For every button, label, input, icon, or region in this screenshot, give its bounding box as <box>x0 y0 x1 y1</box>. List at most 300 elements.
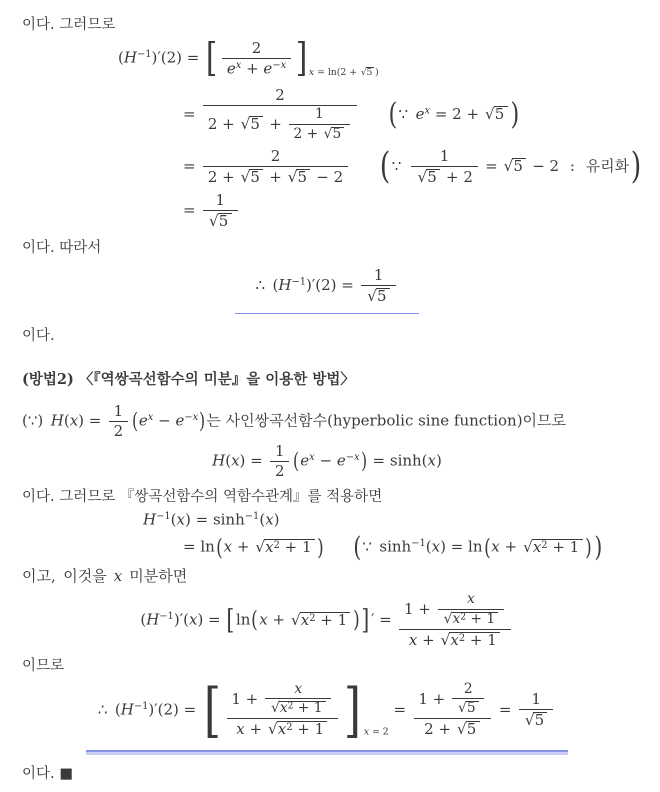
math-superscript <box>272 60 286 71</box>
math-text: 2 <box>309 612 316 624</box>
formula-step-rationalize <box>183 146 654 188</box>
math-sqrt <box>268 721 327 737</box>
math-text: 1 <box>531 689 541 708</box>
math-text: 5 <box>494 104 505 123</box>
math-text: 5 <box>332 125 342 142</box>
math-delimiter: ) <box>352 607 360 634</box>
math-text: 5 <box>513 157 523 176</box>
math-variable: x <box>176 510 185 529</box>
math-numerator <box>361 268 396 285</box>
formula-answer-method1 <box>0 268 654 314</box>
math-text: 유리화 <box>580 157 630 176</box>
math-superscript <box>245 511 260 522</box>
math-sqrt <box>525 712 548 728</box>
math-text: − <box>314 451 337 470</box>
math-text: + <box>264 168 287 187</box>
radical-sign-icon: √ <box>440 630 451 649</box>
math-text: )′(2) = <box>306 276 359 295</box>
math-sqrt <box>485 106 508 122</box>
math-sqrt <box>504 158 527 174</box>
math-delimiter: [ <box>226 605 235 637</box>
answer-underline-double <box>86 675 568 753</box>
math-text: 2 <box>113 421 124 440</box>
radicand <box>376 288 390 304</box>
math-text: −1 <box>291 276 306 288</box>
math-text: ( <box>140 610 147 629</box>
math-text: ∴ <box>255 276 265 295</box>
math-numerator <box>270 441 289 461</box>
math-variable: x <box>265 537 274 556</box>
math-variable: e <box>175 411 185 430</box>
math-text: 2 <box>458 632 466 644</box>
math-sqrt <box>444 612 499 627</box>
math-sqrt <box>291 612 350 628</box>
math-text: : <box>569 157 575 176</box>
math-delimiter: ) <box>199 408 206 433</box>
math-variable: x <box>192 412 199 424</box>
math-variable: H <box>146 610 160 629</box>
math-variable: x <box>467 591 475 608</box>
radical-sign-icon: √ <box>267 720 278 739</box>
math-delimiter: [ <box>206 35 218 81</box>
math-delimiter: ) <box>584 534 592 561</box>
radicand <box>366 67 375 77</box>
math-text: = sinh( <box>367 451 428 470</box>
math-variable: x <box>408 630 418 649</box>
radical-sign-icon: √ <box>367 287 377 306</box>
radical-sign-icon: √ <box>524 710 535 729</box>
math-text: sinh <box>379 537 412 556</box>
math-text: ( <box>118 48 124 67</box>
math-delimiter: ) <box>510 96 520 132</box>
math-text: −1 <box>133 700 149 712</box>
math-text: = <box>480 157 503 176</box>
math-fraction <box>399 593 511 648</box>
radicand <box>277 721 328 737</box>
math-text: 1 <box>275 441 285 460</box>
text-line-differentiate <box>22 569 654 584</box>
radicand <box>466 721 480 737</box>
math-sqrt <box>458 701 479 716</box>
math-variable: x <box>188 610 198 629</box>
math-variable: e <box>138 411 148 430</box>
math-numerator <box>452 680 484 699</box>
radical-sign-icon: √ <box>323 125 333 142</box>
formula-answer-method2 <box>0 675 654 753</box>
math-fraction <box>289 105 350 142</box>
math-variable: x <box>363 726 370 738</box>
math-denominator <box>361 285 396 304</box>
math-text: ) <box>436 451 442 470</box>
math-superscript <box>156 511 171 522</box>
math-text: −1 <box>411 538 426 550</box>
formula-inverse-sinh <box>143 512 654 527</box>
math-numerator <box>438 593 504 609</box>
radicand <box>296 169 310 185</box>
math-numerator <box>399 593 511 629</box>
math-variable: x <box>231 451 240 470</box>
math-text: + <box>499 537 522 556</box>
math-text: 5 <box>366 67 373 79</box>
math-text: ∵ <box>362 537 372 556</box>
math-text: 1 <box>215 191 226 210</box>
math-numerator <box>265 680 331 699</box>
math-text: = ln <box>183 537 215 556</box>
math-text: + 1 <box>466 611 496 628</box>
math-variable: H <box>143 510 157 529</box>
math-text: + <box>232 537 255 556</box>
math-denominator <box>265 698 331 716</box>
math-variable: x <box>353 452 360 464</box>
math-denominator <box>289 124 350 142</box>
math-delimiter: ) <box>317 534 324 561</box>
math-denominator <box>519 709 554 728</box>
radicand <box>249 116 263 132</box>
math-delimiter: ( <box>293 448 300 473</box>
radical-sign-icon: √ <box>270 700 280 717</box>
math-text: 5 <box>466 700 476 717</box>
math-variable: H <box>123 48 137 67</box>
math-text: 2 + <box>207 114 240 133</box>
math-text: 2 <box>287 701 294 712</box>
math-sqrt <box>361 67 375 77</box>
math-text: ) = <box>197 610 226 629</box>
radical-sign-icon: √ <box>290 610 301 629</box>
math-text: 2 <box>251 38 262 57</box>
math-denominator <box>438 609 504 627</box>
formula-derivative-general <box>0 593 654 648</box>
math-text: ( <box>114 699 121 718</box>
math-denominator <box>203 210 238 229</box>
math-text: 5 <box>250 114 260 133</box>
math-text: + <box>417 630 440 649</box>
radical-sign-icon: √ <box>523 537 533 556</box>
radical-sign-icon: √ <box>287 168 298 187</box>
math-variable: x <box>113 567 123 586</box>
math-numerator <box>411 149 477 166</box>
math-text: = <box>183 104 201 123</box>
math-text: + 1 <box>293 700 323 717</box>
radical-sign-icon: √ <box>360 67 367 79</box>
math-text: 5 <box>250 168 260 187</box>
text-line-apply-inverse-relation: 이다. 그러므로 『쌍곡선함수의 역함수관계』를 적용하면 <box>22 488 383 505</box>
math-variable: H <box>120 699 134 718</box>
math-text: 2 + <box>424 720 456 739</box>
math-variable: x <box>69 411 79 430</box>
math-sqrt <box>255 539 314 555</box>
formula-step-result <box>183 193 654 229</box>
math-text: − 2 <box>527 157 564 176</box>
math-numerator <box>289 105 350 124</box>
math-denominator <box>227 718 339 737</box>
math-sqrt <box>324 127 345 142</box>
math-text: + 1 <box>279 537 312 556</box>
radicand <box>532 539 583 555</box>
math-delimiter: ] <box>295 35 307 81</box>
math-text: − <box>272 59 281 71</box>
math-variable: x <box>277 720 287 739</box>
math-variable: x <box>147 412 154 424</box>
math-text: )′(2) = <box>148 699 202 718</box>
formula-sinh-definition <box>0 441 654 480</box>
math-text: 2 <box>460 612 467 623</box>
math-delimiter: ( <box>353 532 362 564</box>
math-text: = <box>183 201 201 220</box>
math-bracket-subscript <box>364 726 389 737</box>
math-numerator <box>414 680 492 719</box>
math-text: − 2 <box>311 168 344 187</box>
math-text: 2 <box>275 85 285 104</box>
math-text: 5 <box>466 720 477 739</box>
answer-underline-single <box>235 268 418 314</box>
math-variable: x <box>532 537 542 556</box>
radicand <box>300 612 351 628</box>
math-superscript <box>346 452 360 463</box>
math-variable: x <box>450 630 459 649</box>
math-variable: x <box>259 610 268 629</box>
math-text: = <box>388 699 411 718</box>
text-line-so-therefore: 이다. 그러므로 <box>22 17 116 33</box>
math-variable: x <box>300 610 310 629</box>
radical-sign-icon: √ <box>457 700 467 717</box>
math-denominator <box>452 698 484 716</box>
radical-sign-icon: √ <box>443 611 453 628</box>
radicand <box>331 127 344 142</box>
math-superscript <box>411 538 426 549</box>
math-text: 2 <box>275 461 285 480</box>
radicand <box>426 169 440 185</box>
radicand <box>512 158 526 174</box>
math-text: ) <box>273 510 280 529</box>
math-delimiter: ] <box>361 605 370 637</box>
math-text: 5 <box>297 168 308 187</box>
math-text: 이고, <box>22 567 56 586</box>
text-line-therefore: 이다. 따라서 <box>22 240 102 257</box>
math-text: + 2 <box>441 168 473 187</box>
math-text: 2 + <box>293 125 323 142</box>
radical-sign-icon: √ <box>503 157 514 176</box>
math-variable: e <box>263 59 273 78</box>
math-denominator <box>411 166 477 185</box>
math-text: (∵) <box>22 411 44 430</box>
math-delimiter: ( <box>388 96 398 132</box>
math-variable: H <box>212 451 226 470</box>
math-numerator <box>222 38 291 58</box>
math-numerator <box>227 680 339 719</box>
math-text: ( <box>225 451 232 470</box>
math-text: −1 <box>159 611 174 623</box>
formula-inverse-derivative-bracket <box>118 35 654 81</box>
math-variable: H <box>50 411 64 430</box>
math-denominator <box>203 166 348 185</box>
radicand <box>494 106 508 122</box>
math-text: −1 <box>136 48 152 60</box>
math-text: = 2 <box>369 726 389 738</box>
radical-sign-icon: √ <box>255 537 265 556</box>
math-numerator <box>203 193 238 210</box>
math-sqrt <box>457 721 480 737</box>
math-text: 2 <box>270 147 281 166</box>
math-variable: e <box>415 104 425 123</box>
radical-sign-icon: √ <box>240 114 251 133</box>
math-text: = ln(2 + <box>314 67 361 79</box>
math-bracket-subscript <box>309 67 379 78</box>
math-delimiter: ( <box>215 534 223 561</box>
math-superscript <box>137 49 152 60</box>
math-text: = <box>183 157 201 176</box>
math-text: = 2 + <box>430 104 484 123</box>
math-denominator <box>109 421 128 439</box>
math-text: ( <box>425 537 432 556</box>
math-text: 5 <box>534 710 545 729</box>
math-variable: x <box>431 537 441 556</box>
math-delimiter: ( <box>131 408 138 433</box>
radicand <box>533 712 547 728</box>
math-fraction <box>203 149 348 185</box>
heading-method2: (방법2) 〈『역쌍곡선함수의 미분』을 이용한 방법〉 <box>22 371 355 389</box>
math-fraction <box>452 680 484 717</box>
math-text: ) = <box>78 411 107 430</box>
math-text: )′(2) = <box>151 48 205 67</box>
text-line-ida: 이다. <box>22 328 55 345</box>
math-text: −1 <box>156 510 171 522</box>
math-text: 5 <box>427 168 437 187</box>
math-variable: x <box>223 537 233 556</box>
math-sqrt <box>523 539 582 555</box>
math-delimiter: ] <box>343 675 362 744</box>
math-variable: x <box>294 680 303 697</box>
math-denominator <box>203 105 357 142</box>
radicand <box>449 632 500 648</box>
radicand <box>466 701 479 716</box>
radical-sign-icon: √ <box>240 168 251 187</box>
math-numerator <box>109 401 128 421</box>
math-sqrt <box>271 701 326 716</box>
math-text: 1 <box>113 401 124 420</box>
text-line-qed: 이다. ■ <box>22 766 73 783</box>
math-text: 는 사인쌍곡선함수(hyperbolic sine function)이므로 <box>206 411 567 430</box>
math-fraction <box>361 268 396 304</box>
radicand <box>279 701 326 716</box>
math-text: + 1 <box>547 537 580 556</box>
formula-ln-identity <box>183 532 654 564</box>
math-variable: x <box>265 510 274 529</box>
math-text: 1 <box>439 147 450 166</box>
math-text: ln <box>235 610 251 629</box>
math-variable: x <box>235 59 242 71</box>
math-text: 5 <box>218 212 229 231</box>
math-fraction <box>265 680 331 717</box>
math-numerator <box>203 149 348 166</box>
math-text: ( <box>170 510 177 529</box>
radicand <box>249 169 263 185</box>
math-text: − <box>184 412 193 424</box>
math-variable: x <box>491 537 500 556</box>
math-sqrt <box>241 169 264 185</box>
math-text: + 1 <box>315 610 348 629</box>
math-fraction <box>227 680 339 739</box>
math-text: 이것을 <box>63 567 112 586</box>
math-text: ) = sinh <box>184 510 245 529</box>
radical-sign-icon: √ <box>457 720 467 739</box>
math-text: 2 <box>273 539 280 551</box>
math-text: ( <box>259 510 266 529</box>
math-sqrt <box>441 632 500 648</box>
math-variable: e <box>336 451 346 470</box>
math-variable: x <box>280 59 287 71</box>
text-line-imeuro: 이므로 <box>22 657 65 674</box>
radical-sign-icon: √ <box>485 104 495 123</box>
math-text: 1 + <box>403 600 436 619</box>
math-denominator <box>222 58 291 76</box>
math-fraction <box>414 680 492 739</box>
math-text: = <box>494 699 517 718</box>
math-sqrt <box>209 213 232 229</box>
math-variable: x <box>427 451 437 470</box>
math-text: ∴ <box>97 699 108 718</box>
math-delimiter: ) <box>593 532 602 564</box>
math-text: ∵ <box>391 157 402 176</box>
math-text: ∵ <box>398 104 409 123</box>
math-text: − <box>345 452 354 464</box>
math-delimiter: ( <box>251 607 259 634</box>
radical-sign-icon: √ <box>417 168 427 187</box>
math-variable: e <box>226 59 236 78</box>
math-sqrt <box>288 169 311 185</box>
math-variable: x <box>236 720 245 739</box>
radicand <box>218 213 232 229</box>
math-fraction <box>222 38 291 78</box>
math-text: ( <box>272 276 279 295</box>
math-delimiter: ( <box>379 146 390 188</box>
math-fraction <box>270 441 289 480</box>
math-text: 1 + <box>231 689 263 708</box>
math-text: + <box>244 720 267 739</box>
math-numerator <box>519 689 554 709</box>
math-delimiter: ) <box>630 146 642 188</box>
math-variable: x <box>279 700 288 717</box>
math-fraction <box>411 149 477 185</box>
math-text: 1 <box>315 105 324 122</box>
math-superscript <box>159 611 174 622</box>
math-text: ′ = <box>370 610 397 629</box>
math-text: 미분하면 <box>124 567 188 586</box>
math-denominator <box>399 629 511 648</box>
math-text: 2 <box>286 722 293 734</box>
math-text: ) = <box>239 451 268 470</box>
math-text: ) <box>375 67 379 79</box>
radicand <box>264 539 315 555</box>
math-sqrt <box>367 288 390 304</box>
math-denominator <box>414 718 492 737</box>
math-text: + <box>267 610 290 629</box>
math-superscript <box>184 412 198 423</box>
math-text: 2 <box>463 680 473 697</box>
math-delimiter: ) <box>360 448 367 473</box>
math-numerator <box>203 85 357 105</box>
math-variable: x <box>424 105 431 117</box>
math-text: 5 <box>377 287 387 306</box>
math-fraction <box>203 85 357 142</box>
math-variable: H <box>278 276 292 295</box>
formula-step-substitute <box>183 85 654 142</box>
math-delimiter: [ <box>203 675 221 744</box>
math-sqrt <box>241 116 264 132</box>
math-variable: x <box>309 452 315 464</box>
math-text: + 1 <box>465 630 497 649</box>
math-text: ) = ln <box>440 537 483 556</box>
math-fraction <box>109 401 128 440</box>
